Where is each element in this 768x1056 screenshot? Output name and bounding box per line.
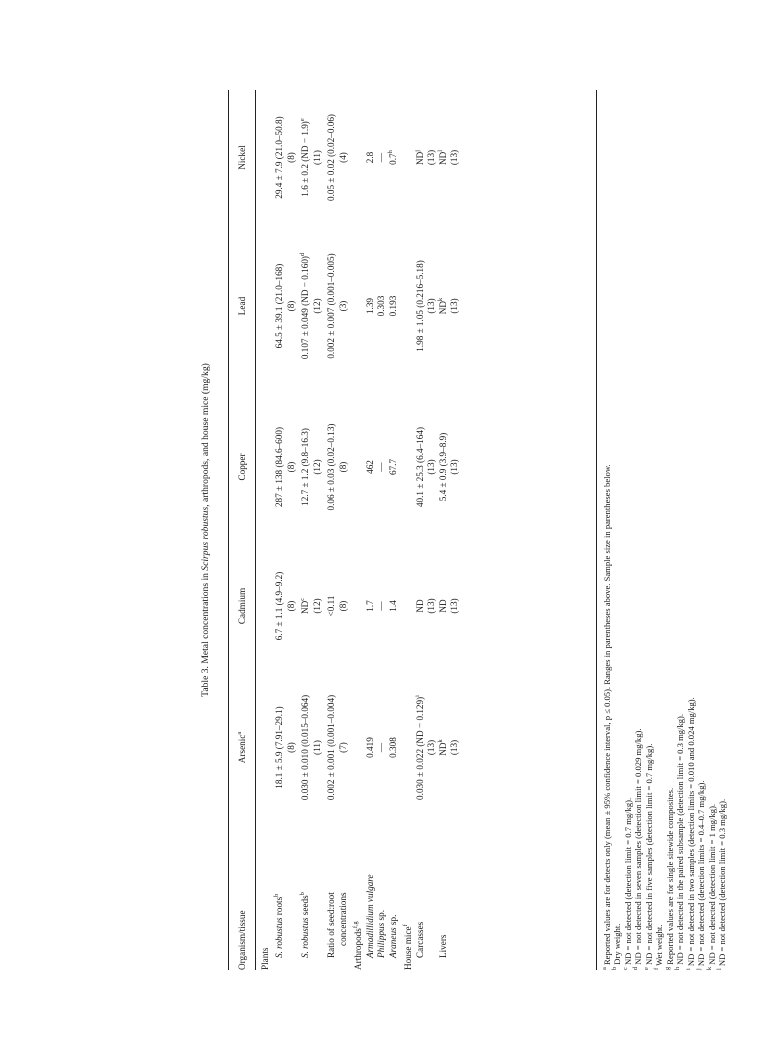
footnote-mark: b bbox=[611, 966, 619, 970]
footnote-item bbox=[707, 90, 717, 970]
footnote-item bbox=[675, 90, 685, 970]
table-row-carcasses: Carcasses 0.030 ± 0.022 (ND − 0.129)$^i$ (13) ND (13) 40.1 ± 25.3 (6.4–164) (13) 1.98 ± 1.05 (0.216–5.18) (13) $ND^j$ (13) bbox=[413, 149, 436, 958]
footnote-mark: a bbox=[601, 967, 609, 970]
footnote-mark: c bbox=[622, 967, 630, 970]
footnote-text: ND = not detected in two samples (detection limits = 0.010 and 0.024 mg/kg). bbox=[685, 697, 696, 967]
footnote-item bbox=[644, 90, 654, 970]
footnote-item bbox=[696, 90, 706, 970]
footnote-mark: l bbox=[716, 968, 724, 970]
header-lead: Lead bbox=[230, 225, 255, 387]
table-caption: Table 3. Metal concentrations in Scirpus robustus, arthropods, and house mice (mg/kg) bbox=[200, 363, 211, 697]
footnotes bbox=[602, 90, 728, 970]
group-row-plants: Plants bbox=[259, 947, 270, 970]
rotated-table-block bbox=[192, 90, 748, 970]
footnote-mark: g bbox=[664, 966, 672, 970]
footnote-item bbox=[602, 90, 612, 970]
footnote-mark: f bbox=[653, 967, 661, 970]
footnote-text: Reported values are for detects only (mean ± 95% confidence interval, p ≤ 0.05). Ranges in parentheses above. Sample size in parentheses below. bbox=[602, 464, 612, 966]
header-nickel: Nickel bbox=[230, 90, 255, 225]
table-row-armadillidium: Armadillidium vulgare 0.419 1.7 462 1.39 2.8 bbox=[364, 151, 375, 958]
group-row-arthropods: Arthropods$^{f,g}$ bbox=[351, 921, 363, 970]
footnote-item bbox=[665, 90, 675, 970]
bottom-rule bbox=[596, 90, 597, 970]
table-row-seeds: S. robustus seeds$^b$ 0.030 ± 0.010 (0.015–0.064) (11) $ND^c$ (12) 12.7 ± 1.2 (9.8–16.3) (12) 0.107 ± 0.049 (ND − 0.160)$^d$ (12) 1.6 ± 0.2 (ND − 1.9)$^e$ (11) bbox=[298, 118, 322, 958]
footnote-text: ND = not detected in five samples (detection limit = 0.7 mg/kg). bbox=[643, 743, 654, 966]
footnote-mark: i bbox=[685, 968, 693, 970]
footnote-mark: j bbox=[695, 968, 703, 970]
footnote-item bbox=[717, 90, 727, 970]
table-row-livers: Livers $ND^k$ (13) ND (13) 5.4 ± 0.9 (3.9–8.9) (13) $ND^k$ (13) $ND^l$ (13) bbox=[436, 149, 459, 958]
header-arsenic: Arsenic$^a$ bbox=[230, 665, 255, 830]
footnote-item bbox=[612, 90, 622, 970]
footnote-item bbox=[654, 90, 664, 970]
footnote-mark: e bbox=[643, 967, 651, 970]
table-row-philippus: Philippus sp. — — — 0.303 — bbox=[376, 152, 386, 958]
footnote-item bbox=[686, 90, 696, 970]
footnote-text: ND = not detected (detection limits = 0.4–0.7 mg/kg). bbox=[696, 780, 707, 967]
metal-concentration-table bbox=[230, 90, 461, 970]
footnote-text: Wet weight. bbox=[654, 924, 665, 966]
top-rule bbox=[228, 90, 229, 970]
caption-species: Scirpus robustus bbox=[200, 506, 211, 571]
table-row-araneus: Araneus sp. 0.308 1.4 67.7 0.193 0.7$^h$ bbox=[386, 150, 398, 958]
table-row-ratio: Ratio of seed:root concentrations 0.002 ± 0.001 (0.001–0.004) (7) <0.11 (8) 0.06 ± 0.03 (0.02–0.13) (8) 0.002 ± 0.007 (0.001–0.005) (3) 0.05 ± 0.02 (0.02–0.06) (4) bbox=[326, 114, 348, 958]
footnote-text: ND = not detected (detection limit = 0.7 mg/kg). bbox=[622, 797, 633, 966]
group-row-house-mice: House mice$^f$ bbox=[401, 924, 413, 970]
footnote-mark: d bbox=[632, 966, 640, 970]
header-cadmium: Cadmium bbox=[230, 547, 255, 665]
footnote-mark: k bbox=[705, 966, 713, 970]
footnote-text: ND = not detected in seven samples (detection limit = 0.029 mg/kg). bbox=[633, 728, 644, 965]
footnote-text: ND = not detected (detection limit = 1 mg/kg). bbox=[706, 803, 717, 965]
header-row bbox=[230, 90, 255, 970]
table-row-roots: S. robustus roots$^b$ 18.1 ± 5.9 (7.91–29.1) (8) 6.7 ± 1.1 (4.9–9.2) (8) 287 ± 138 (84.6–600) (8) 64.5 ± 39.1 (21.0–168) (8) 29.4 ± 7.9 (21.0–50.8) (8) bbox=[272, 116, 296, 958]
footnote-item bbox=[633, 90, 643, 970]
header-copper: Copper bbox=[230, 387, 255, 547]
footnote-item bbox=[623, 90, 633, 970]
footnote-text: ND = not detected in the paired subsample (detection limit = 0.3 mg/kg). bbox=[675, 713, 686, 965]
footnote-text: Reported values are for single sitewide composites. bbox=[664, 787, 675, 965]
footnote-text: Dry weight. bbox=[612, 923, 623, 965]
footnote-mark: h bbox=[674, 966, 682, 970]
footnote-text: ND = not detected (detection limit = 0.3 mg/kg). bbox=[717, 798, 728, 967]
header-organism: Organism/tissue bbox=[230, 830, 255, 970]
